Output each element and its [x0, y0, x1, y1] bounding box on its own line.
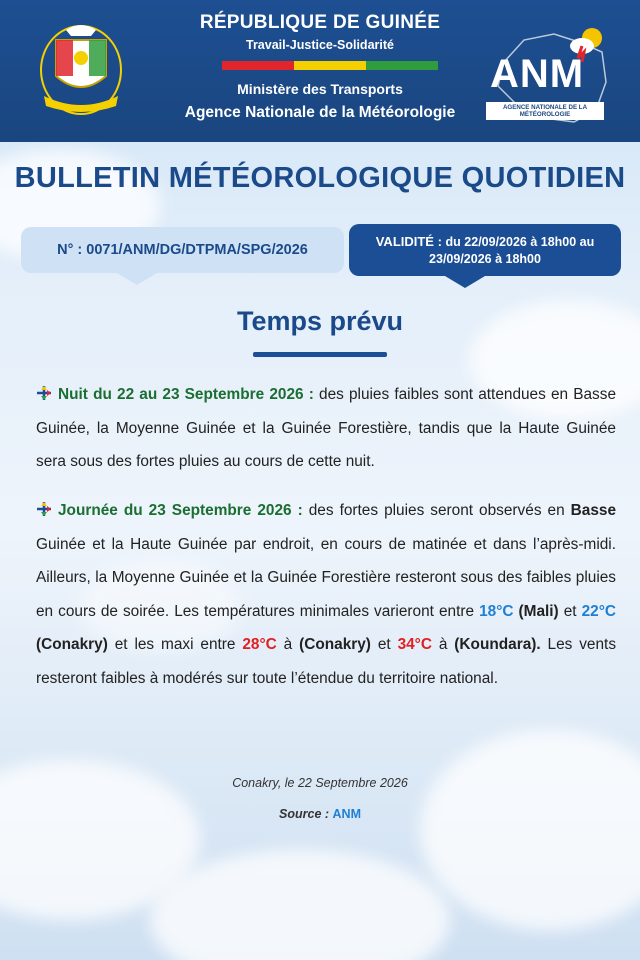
- city-conakry-max: (Conakry): [299, 636, 371, 653]
- validity-badge: [349, 224, 621, 276]
- source-line: [0, 807, 640, 821]
- temp-min-1: 18°C: [479, 602, 514, 620]
- validity-to: 23/09/2026 à 18h00: [429, 252, 541, 266]
- bulletin-number-badge: [21, 227, 344, 273]
- flag-green-stripe: [366, 61, 438, 70]
- validity-line-1: [349, 234, 621, 249]
- issue-date: Conakry, le 22 Septembre 2026: [232, 776, 408, 790]
- day-a-2: à: [438, 636, 448, 653]
- flag-red-stripe: [222, 61, 294, 70]
- day-and-2: et: [377, 636, 391, 653]
- anm-logo-subtitle: AGENCE NATIONALE DE LA MÉTÉOROLOGIE: [486, 102, 604, 120]
- day-heading: Journée du 23 Septembre 2026 :: [58, 502, 303, 519]
- bullet-arrow-icon: [36, 496, 52, 512]
- city-koundara: (Koundara).: [454, 636, 541, 653]
- city-mali: (Mali): [518, 602, 559, 620]
- cloud-decoration: [420, 730, 640, 930]
- temp-max-2: 34°C: [397, 636, 432, 653]
- section-underline: [253, 352, 387, 357]
- ministry-name: Ministère des Transports: [237, 81, 403, 97]
- flag-color-bar: [222, 61, 438, 70]
- day-text-1: des fortes pluies seront observés en: [308, 502, 565, 519]
- validity-from: du 22/09/2026 à 18h00 au: [445, 235, 595, 249]
- cloud-decoration: [150, 850, 450, 960]
- anm-logo-text: ANM: [490, 52, 585, 96]
- day-text-2: Guinée et la Haute Guinée par endroit, en cours de matinée et dans l’après-midi. Ailleurs, la Moyenne Guinée et la Guinée Forestière resteront sous des faibles pluies en cours de soirée. Les températures minimales varieront entre: [36, 535, 616, 620]
- source-label: Source :: [279, 807, 330, 821]
- forecast-night-paragraph: [36, 378, 616, 479]
- section-title: Temps prévu: [236, 306, 404, 336]
- bulletin-number: N° : 0071/ANM/DG/DTPMA/SPG/2026: [57, 242, 308, 258]
- bulletin-title: BULLETIN MÉTÉOROLOGIQUE QUOTIDIEN: [14, 162, 626, 194]
- header-banner: [0, 0, 640, 142]
- forecast-day-paragraph: [36, 494, 616, 695]
- temp-min-2: 22°C: [581, 602, 616, 620]
- source-value: ANM: [332, 807, 361, 821]
- bullet-arrow-icon: [36, 380, 52, 396]
- day-a-1: à: [283, 636, 293, 653]
- temp-max-1: 28°C: [242, 636, 277, 653]
- day-text-basse: Basse: [570, 502, 617, 519]
- day-and-1: et: [563, 602, 577, 620]
- city-conakry-min: (Conakry): [36, 636, 108, 653]
- day-text-4: Les vents resteront faibles à modérés sur toute l’étendue du territoire national.: [36, 636, 617, 687]
- validity-label: VALIDITÉ :: [375, 234, 442, 249]
- national-motto: Travail-Justice-Solidarité: [246, 38, 394, 52]
- day-text-3: et les maxi entre: [114, 636, 236, 653]
- flag-yellow-stripe: [294, 61, 366, 70]
- republic-title: RÉPUBLIQUE DE GUINÉE: [199, 12, 441, 33]
- anm-logo: [484, 22, 614, 132]
- night-heading: Nuit du 22 au 23 Septembre 2026 :: [58, 386, 314, 403]
- coat-of-arms-icon: [36, 18, 126, 118]
- agency-name: Agence Nationale de la Météorologie: [184, 104, 456, 121]
- night-text: des pluies faibles sont attendues en Basse Guinée, la Moyenne Guinée et la Guinée Forestière, tandis que la Haute Guinée sera sous des fortes pluies au cours de cette nuit.: [36, 386, 616, 470]
